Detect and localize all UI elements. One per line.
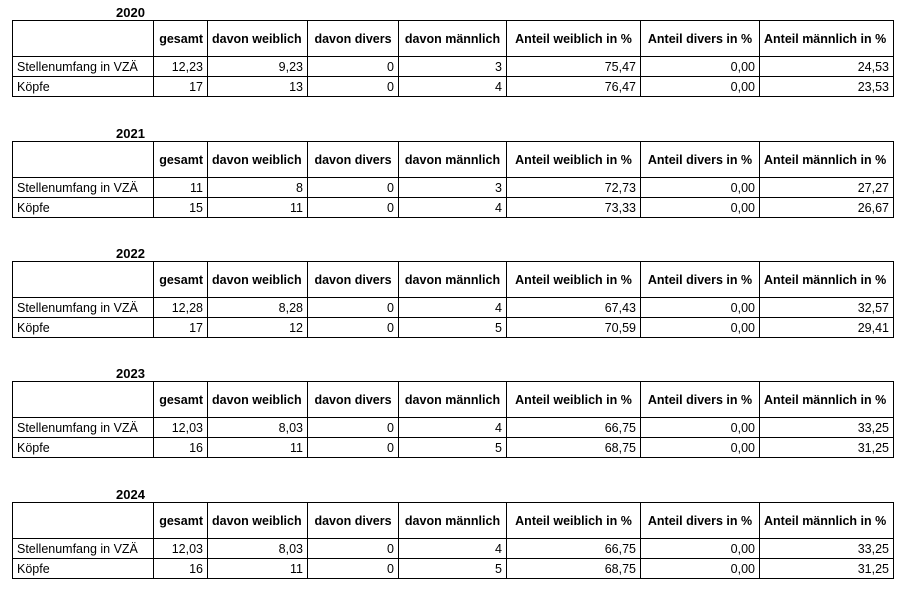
cell-anteil-maennlich: 33,25 (760, 418, 894, 438)
cell-divers: 0 (308, 178, 399, 198)
cell-anteil-weiblich: 73,33 (507, 198, 641, 218)
header-anteil-divers: Anteil divers in % (641, 262, 760, 298)
row-label: Köpfe (13, 198, 154, 218)
header-anteil-maennlich: Anteil männlich in % (760, 262, 894, 298)
row-label: Köpfe (13, 77, 154, 97)
header-anteil-weiblich: Anteil weiblich in % (507, 382, 641, 418)
cell-maennlich: 5 (399, 559, 507, 579)
row-label: Stellenumfang in VZÄ (13, 418, 154, 438)
header-anteil-divers: Anteil divers in % (641, 503, 760, 539)
cell-anteil-divers: 0,00 (641, 438, 760, 458)
cell-gesamt: 11 (154, 178, 208, 198)
row-label: Stellenumfang in VZÄ (13, 57, 154, 77)
cell-anteil-maennlich: 32,57 (760, 298, 894, 318)
cell-weiblich: 13 (208, 77, 308, 97)
header-cell-empty (13, 142, 154, 178)
header-davon-weiblich: davon weiblich (208, 382, 308, 418)
cell-gesamt: 17 (154, 318, 208, 338)
header-davon-divers: davon divers (308, 21, 399, 57)
cell-maennlich: 4 (399, 298, 507, 318)
cell-gesamt: 12,23 (154, 57, 208, 77)
header-cell-empty (13, 21, 154, 57)
cell-divers: 0 (308, 77, 399, 97)
cell-gesamt: 16 (154, 438, 208, 458)
cell-maennlich: 4 (399, 418, 507, 438)
cell-anteil-weiblich: 66,75 (507, 539, 641, 559)
header-davon-maennlich: davon männlich (399, 382, 507, 418)
cell-maennlich: 5 (399, 438, 507, 458)
header-row (13, 142, 894, 178)
header-cell-empty (13, 262, 154, 298)
cell-maennlich: 3 (399, 178, 507, 198)
header-davon-maennlich: davon männlich (399, 142, 507, 178)
cell-divers: 0 (308, 418, 399, 438)
header-cell-empty (13, 382, 154, 418)
header-anteil-maennlich: Anteil männlich in % (760, 503, 894, 539)
cell-anteil-maennlich: 33,25 (760, 539, 894, 559)
header-anteil-weiblich: Anteil weiblich in % (507, 21, 641, 57)
header-anteil-weiblich: Anteil weiblich in % (507, 142, 641, 178)
cell-maennlich: 4 (399, 198, 507, 218)
cell-gesamt: 16 (154, 559, 208, 579)
year-heading: 2022 (116, 246, 145, 261)
header-davon-divers: davon divers (308, 142, 399, 178)
cell-anteil-divers: 0,00 (641, 178, 760, 198)
cell-maennlich: 5 (399, 318, 507, 338)
cell-anteil-divers: 0,00 (641, 77, 760, 97)
staff-table (12, 502, 894, 579)
table-row (13, 178, 894, 198)
header-davon-maennlich: davon männlich (399, 21, 507, 57)
header-davon-divers: davon divers (308, 262, 399, 298)
cell-anteil-maennlich: 31,25 (760, 438, 894, 458)
cell-divers: 0 (308, 539, 399, 559)
year-heading: 2023 (116, 366, 145, 381)
cell-divers: 0 (308, 198, 399, 218)
cell-weiblich: 8,03 (208, 418, 308, 438)
cell-gesamt: 17 (154, 77, 208, 97)
table-row (13, 418, 894, 438)
header-davon-weiblich: davon weiblich (208, 142, 308, 178)
header-anteil-maennlich: Anteil männlich in % (760, 21, 894, 57)
year-heading: 2021 (116, 126, 145, 141)
header-davon-divers: davon divers (308, 503, 399, 539)
header-anteil-divers: Anteil divers in % (641, 382, 760, 418)
cell-anteil-maennlich: 23,53 (760, 77, 894, 97)
header-davon-weiblich: davon weiblich (208, 21, 308, 57)
row-label: Köpfe (13, 559, 154, 579)
cell-anteil-maennlich: 24,53 (760, 57, 894, 77)
header-anteil-maennlich: Anteil männlich in % (760, 382, 894, 418)
cell-anteil-divers: 0,00 (641, 298, 760, 318)
header-anteil-weiblich: Anteil weiblich in % (507, 262, 641, 298)
row-label: Köpfe (13, 318, 154, 338)
cell-anteil-weiblich: 75,47 (507, 57, 641, 77)
table-row (13, 77, 894, 97)
year-heading: 2020 (116, 5, 145, 20)
staff-table (12, 141, 894, 218)
cell-anteil-divers: 0,00 (641, 559, 760, 579)
cell-anteil-weiblich: 72,73 (507, 178, 641, 198)
cell-anteil-maennlich: 27,27 (760, 178, 894, 198)
cell-weiblich: 8 (208, 178, 308, 198)
cell-anteil-divers: 0,00 (641, 539, 760, 559)
header-davon-weiblich: davon weiblich (208, 503, 308, 539)
cell-anteil-divers: 0,00 (641, 318, 760, 338)
cell-weiblich: 11 (208, 559, 308, 579)
table-row (13, 438, 894, 458)
table-row (13, 57, 894, 77)
header-anteil-maennlich: Anteil männlich in % (760, 142, 894, 178)
cell-gesamt: 12,03 (154, 539, 208, 559)
cell-maennlich: 4 (399, 539, 507, 559)
header-davon-maennlich: davon männlich (399, 503, 507, 539)
header-row (13, 503, 894, 539)
cell-anteil-divers: 0,00 (641, 418, 760, 438)
row-label: Köpfe (13, 438, 154, 458)
cell-anteil-weiblich: 68,75 (507, 438, 641, 458)
cell-anteil-weiblich: 67,43 (507, 298, 641, 318)
header-davon-divers: davon divers (308, 382, 399, 418)
cell-divers: 0 (308, 298, 399, 318)
cell-anteil-maennlich: 29,41 (760, 318, 894, 338)
table-row (13, 318, 894, 338)
table-row (13, 298, 894, 318)
year-heading: 2024 (116, 487, 145, 502)
header-row (13, 382, 894, 418)
cell-maennlich: 4 (399, 77, 507, 97)
cell-gesamt: 15 (154, 198, 208, 218)
header-anteil-weiblich: Anteil weiblich in % (507, 503, 641, 539)
cell-divers: 0 (308, 318, 399, 338)
cell-weiblich: 12 (208, 318, 308, 338)
cell-anteil-divers: 0,00 (641, 198, 760, 218)
header-gesamt: gesamt (154, 142, 208, 178)
header-davon-maennlich: davon männlich (399, 262, 507, 298)
cell-anteil-divers: 0,00 (641, 57, 760, 77)
cell-divers: 0 (308, 57, 399, 77)
header-gesamt: gesamt (154, 21, 208, 57)
cell-anteil-weiblich: 70,59 (507, 318, 641, 338)
row-label: Stellenumfang in VZÄ (13, 178, 154, 198)
cell-divers: 0 (308, 559, 399, 579)
staff-table (12, 261, 894, 338)
cell-weiblich: 11 (208, 438, 308, 458)
cell-anteil-maennlich: 26,67 (760, 198, 894, 218)
header-anteil-divers: Anteil divers in % (641, 142, 760, 178)
cell-gesamt: 12,28 (154, 298, 208, 318)
cell-weiblich: 8,03 (208, 539, 308, 559)
table-row (13, 198, 894, 218)
cell-maennlich: 3 (399, 57, 507, 77)
table-row (13, 559, 894, 579)
cell-divers: 0 (308, 438, 399, 458)
cell-anteil-maennlich: 31,25 (760, 559, 894, 579)
cell-gesamt: 12,03 (154, 418, 208, 438)
header-gesamt: gesamt (154, 503, 208, 539)
header-row (13, 21, 894, 57)
header-davon-weiblich: davon weiblich (208, 262, 308, 298)
header-gesamt: gesamt (154, 262, 208, 298)
cell-weiblich: 11 (208, 198, 308, 218)
header-anteil-divers: Anteil divers in % (641, 21, 760, 57)
cell-weiblich: 9,23 (208, 57, 308, 77)
row-label: Stellenumfang in VZÄ (13, 539, 154, 559)
cell-weiblich: 8,28 (208, 298, 308, 318)
cell-anteil-weiblich: 66,75 (507, 418, 641, 438)
cell-anteil-weiblich: 68,75 (507, 559, 641, 579)
staff-table (12, 381, 894, 458)
header-cell-empty (13, 503, 154, 539)
header-row (13, 262, 894, 298)
header-gesamt: gesamt (154, 382, 208, 418)
table-row (13, 539, 894, 559)
staff-table (12, 20, 894, 97)
cell-anteil-weiblich: 76,47 (507, 77, 641, 97)
row-label: Stellenumfang in VZÄ (13, 298, 154, 318)
